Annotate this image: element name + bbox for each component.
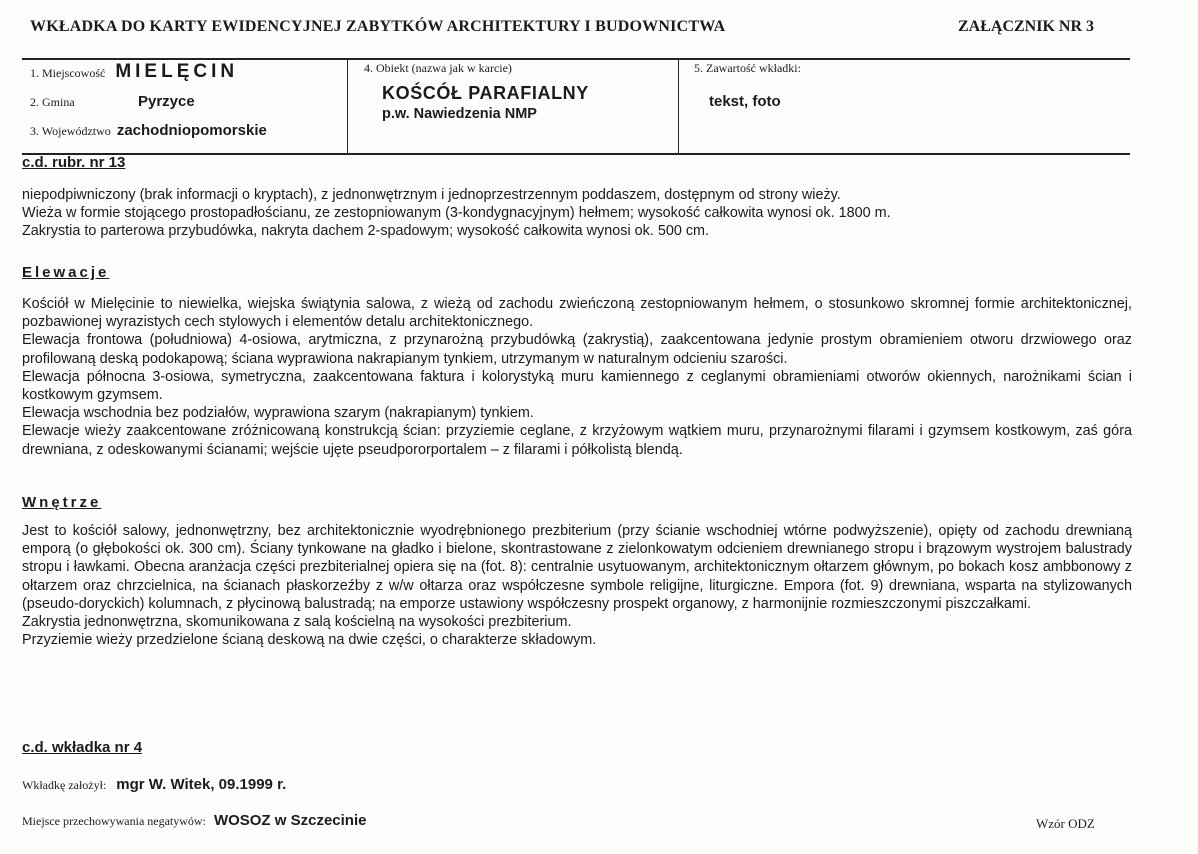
interior-paragraph: Zakrystia jednonwętrzna, skomunikowana z salą kościelną na wysokości prezbiterium.	[22, 614, 572, 631]
storage-value: WOSOZ w Szczecinie	[213, 812, 367, 829]
fields-bottom-rule	[22, 153, 1130, 155]
interior-heading: Wnętrze	[22, 494, 102, 511]
locality-value: MIELĘCIN	[115, 61, 239, 82]
intro-line: Zakrystia to parterowa przybudówka, nakryta dachem 2-spadowym; wysokość całkowita wynosi ok. 500 cm.	[22, 223, 710, 240]
author-label: Wkładkę założył:	[22, 778, 107, 792]
author-field	[22, 776, 286, 794]
continuation-note: c.d. wkładka nr 4	[22, 739, 143, 756]
intro-text	[22, 186, 1132, 241]
storage-label: Miejsce przechowywania negatywów:	[22, 814, 206, 828]
elevations-paragraph: Elewacja wschodnia bez podziałów, wyprawiona szarym (nakrapianym) tynkiem.	[22, 405, 534, 422]
elevations-paragraph: Elewacja frontowa (południowa) 4-osiowa, arytmiczna, z przynarożną przybudówką (zakrystią), zaakcentowana jedynie prostym obramieniem otworu drzwiowego oraz profilowaną deską podokapową; ściana wyprawiona nakrapianym tynkiem, utrzymanym w naturalnym odcieniu szarości.	[22, 332, 1132, 367]
form-code: Wzór ODZ	[1036, 816, 1095, 831]
author-value: mgr W. Witek, 09.1999 r.	[116, 776, 287, 793]
object-label: 4. Obiekt (nazwa jak w karcie)	[364, 61, 512, 75]
attachment-number: ZAŁĄCZNIK NR 3	[958, 18, 1095, 35]
content-label: 5. Zawartość wkładki:	[694, 61, 801, 75]
section-reference: c.d. rubr. nr 13	[22, 154, 126, 171]
locality-field	[30, 61, 238, 83]
elevations-heading: Elewacje	[22, 264, 110, 281]
voivodeship-label: 3. Województwo	[30, 124, 111, 138]
elevations-paragraph: Elewacje wieży zaakcentowane zróżnicowaną konstrukcją ścian: przyziemie ceglane, z krzyżowym wątkiem muru, przynarożnymi filarami i gzymsem kostkowym, zaś góra drewniana, z odeskowanymi ścianami; wejście ujęte pseudpororportalem – z filarami i półkolistą blendą.	[22, 423, 1132, 458]
locality-label: 1. Miejscowość	[30, 66, 106, 80]
top-rule	[22, 58, 1130, 60]
elevations-text	[22, 295, 1132, 459]
interior-paragraph: Przyziemie wieży przedzielone ścianą deskową na dwie części, o charakterze składowym.	[22, 632, 597, 649]
object-name: KOŚCÓŁ PARAFIALNY	[382, 83, 589, 103]
intro-line: niepodpiwniczony (brak informacji o kryptach), z jednonwętrznym i jednoprzestrzennym poddaszem, dostępnym od strony wieży.	[22, 187, 841, 203]
content-value: tekst, foto	[709, 93, 781, 110]
divider-1	[347, 58, 348, 154]
voivodeship-value: zachodniopomorskie	[116, 122, 267, 139]
interior-paragraph: Jest to kościół salowy, jednonwętrzny, bez architektonicznie wyodrębnionego prezbiterium (przy ścianie wschodniej wtórne podwyższenie), opięty od zachodu drewnianą emporą (o głębokości ok. 300 cm). Ściany tynkowane na gładko i bielone, skontrastowane z zielonkowatym odcieniem drewnianego stropu i brązowym wystrojem balustrady stropu i ławkami. Obecna aranżacja części prezbiterialnej opiera się na (fot. 8): centralnie usytuowanym, architektonicznym ołtarzem głównym, po bokach kosz ambbonowy z ołtarzem oraz chrzcielnica, na ścianach płaskorzeźby z w/w ołtarza oraz współczesne symbole religijne, liturgiczne. Empora (fot. 9) drewniana, wsparta na stylizowanych (pseudo-doryckich) kolumnach, z płycinową balustradą; na emporze ustawiony współczesny prospekt organowy, z harmonijnie rozmieszczonymi piszczałkami.	[22, 523, 1132, 612]
storage-field	[22, 812, 366, 830]
document-title: WKŁADKA DO KARTY EWIDENCYJNEJ ZABYTKÓW ARCHITEKTURY I BUDOWNICTWA	[30, 18, 726, 35]
commune-value: Pyrzyce	[138, 93, 195, 110]
commune-label: 2. Gmina	[30, 95, 75, 109]
commune-field	[30, 93, 195, 111]
intro-line: Wieża w formie stojącego prostopadłościanu, ze zestopniowanym (3-kondygnacyjnym) hełmem; wysokość całkowita wynosi ok. 1800 m.	[22, 205, 891, 222]
elevations-paragraph: Elewacja północna 3-osiowa, symetryczna, zaakcentowana faktura i kolorystyką muru kamiennego z ceglanymi obramieniami otworów okiennych, narożnikami ścian i kostkowym gzymsem.	[22, 368, 1132, 404]
divider-2	[678, 58, 679, 154]
elevations-paragraph: Kościół w Mielęcinie to niewielka, wiejska świątynia salowa, z wieżą od zachodu zwieńczoną zestopniowanym hełmem, o stosunkowo skromnej formie architektonicznej, pozbawionej wyrazistych cech stylowych i elementów detalu architektonicznego.	[22, 296, 1132, 331]
object-dedication: p.w. Nawiedzenia NMP	[382, 106, 537, 122]
interior-text	[22, 522, 1132, 649]
voivodeship-field	[30, 122, 267, 140]
